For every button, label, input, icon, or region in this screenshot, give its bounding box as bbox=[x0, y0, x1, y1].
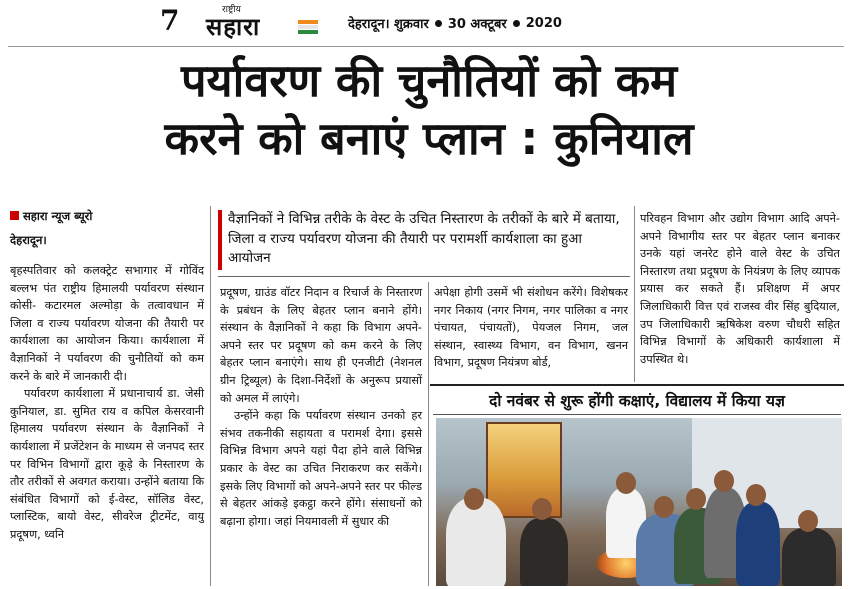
date: 30 अक्टूबर bbox=[447, 17, 507, 32]
sidebar-headline: दो नवंबर से शुरू होंगी कक्षाएं, विद्यालय में किया यज्ञ bbox=[433, 388, 841, 415]
sidebar-top-rule bbox=[430, 384, 844, 386]
photo-person-head bbox=[746, 484, 766, 506]
photo-person-head bbox=[798, 510, 818, 532]
headline bbox=[14, 52, 844, 168]
column-divider bbox=[428, 282, 429, 586]
logo-tagline: राष्ट्रीय bbox=[222, 5, 241, 15]
bullet-icon bbox=[513, 20, 520, 27]
column-divider bbox=[210, 206, 211, 586]
photo-person bbox=[736, 502, 780, 586]
paragraph: उन्होंने कहा कि पर्यावरण संस्थान उनको हर संभव तकनीकी सहायता व परामर्श देगा। इससे विभिन्न विभाग अपने यहां पैदा होने वाले विभिन्न प्रकार के वेस्ट का उचित निराकरण कर सकेंगे। इसके लिए विभागों को अपने-अपने स्तर पर फील्ड से बेहतर आंकड़े इकट्ठा करने होंगे। संसाधनों को बढ़ाना होगा। जहां नियमावली में सुधार की bbox=[220, 409, 422, 528]
column-1 bbox=[10, 262, 204, 544]
deck: वैज्ञानिकों ने विभिन्न तरीके के वेस्ट के उचित निस्तारण के तरीकों के बारे में बताया, जिला व राज्य पर्यावरण योजना की तैयारी पर परामर्शी कार्यशाला का हुआ आयोजन bbox=[228, 211, 620, 266]
column-4 bbox=[640, 210, 840, 368]
dateline bbox=[348, 14, 562, 32]
photo-person-head bbox=[714, 470, 734, 492]
paragraph: बृहस्पतिवार को कलक्ट्रेट सभागार में गोविंद बल्लभ पंत राष्ट्रीय हिमालयी पर्यावरण संस्थान कोसी- कटारमल अल्मोड़ा के तत्वावधान में जिला व राज्य पर्यावरण योजना की तैयारी पर कार्यशाला का आयोजन किया। कार्यशाला में वैज्ञानिकों ने पर्यावरण की चुनौतियों को कम करने के बारे में जानकारी दी। bbox=[10, 264, 204, 383]
headline-line-2: करने को बनाएं प्लान : कुनियाल bbox=[164, 112, 694, 165]
column-2 bbox=[220, 284, 422, 530]
photo-person-head bbox=[654, 496, 674, 518]
photo-person-head bbox=[464, 488, 484, 510]
photo-person bbox=[520, 518, 568, 586]
photo-person-head bbox=[686, 488, 706, 510]
column-divider bbox=[634, 206, 635, 382]
deck-rule bbox=[218, 276, 630, 277]
byline bbox=[10, 209, 92, 224]
bullet-icon bbox=[435, 20, 442, 27]
photo-person bbox=[782, 528, 836, 586]
paragraph: पर्यावरण कार्यशाला में प्रधानाचार्य डा. जेसी कुनियाल, डा. सुमित राय व कपिल केसरवानी हिमालय पर्यावरण संस्थान के वैज्ञानिकों ने कार्यशाला में प्रजेंटेशन के माध्यम से जनपद स्तर पर विभिन विभागों द्वारा कूड़े के निस्तारण के तौर तरीकों से अवगत कराया। उन्होंने बताया कि संबंधित विभागों को ई-वेस्ट, सॉलिड वेस्ट, प्लास्टिक, बायो वेस्ट, सीवरेज ट्रीटमेंट, वायु प्रदूषण, ध्वनि bbox=[10, 387, 204, 541]
square-bullet-icon bbox=[10, 211, 19, 220]
headline-line-1: पर्यावरण की चुनौतियों को कम bbox=[180, 54, 678, 107]
paragraph: परिवहन विभाग और उद्योग विभाग आदि अपने-अपने विभागीय स्तर पर बेहतर प्लान बनाकर उनके यहां जनरेट होने वाले वेस्ट के उचित निस्तारण तथा प्रदूषण के नियंत्रण के लिए व्यापक प्रयास कर सकते हैं। प्रशिक्षण में अपर जिलाधिकारी वित्त एवं राजस्व वीर सिंह बुदियाल, उप जिलाधिकारी ऋषिकेश वरुण चौधरी सहित विभिन्न विभागों के अधिकारी कार्यशाला में उपस्थित थे। bbox=[640, 212, 840, 366]
masthead bbox=[0, 0, 850, 46]
photo-person-head bbox=[616, 472, 636, 494]
page-number: 7 bbox=[160, 4, 180, 37]
news-photo bbox=[436, 418, 842, 586]
newspaper-logo: सहारा bbox=[206, 13, 261, 41]
deck-accent-bar bbox=[218, 210, 222, 270]
divider bbox=[8, 46, 844, 47]
city-day: देहरादून। शुक्रवार bbox=[348, 17, 429, 32]
photo-person bbox=[446, 498, 506, 586]
paragraph: अपेक्षा होगी उसमें भी संशोधन करेंगे। विशेषकर नगर निकाय (नगर निगम, नगर पालिका व नगर पंचायत, पंचायतों), पेयजल निगम, जल संस्थान, स्वास्थ्य विभाग, वन विभाग, खनन विभाग, प्रदूषण नियंत्रण बोर्ड, bbox=[434, 286, 628, 370]
column-3 bbox=[434, 284, 628, 372]
photo-person-head bbox=[532, 498, 552, 520]
flag-icon bbox=[298, 20, 318, 34]
paragraph: प्रदूषण, ग्राउंड वॉटर निदान व रिचार्ज के निस्तारण के प्रबंधन के लिए बेहतर प्लान बनाने होंगे। संस्थान के वैज्ञानिकों ने कहा कि विभाग अपने-अपने स्तर पर प्रदूषण को कम करने के लिए बेहतर प्लान बनाएंगे। साथ ही एनजीटी (नेशनल ग्रीन ट्रिब्यूल) के दिशा-निर्देशों के अनुरूप प्रयासों को अमल में लाएंगे। bbox=[220, 286, 422, 405]
byline-text: सहारा न्यूज ब्यूरो bbox=[23, 209, 93, 223]
dateline-city: देहरादून। bbox=[10, 233, 47, 247]
year: 2020 bbox=[525, 15, 562, 31]
